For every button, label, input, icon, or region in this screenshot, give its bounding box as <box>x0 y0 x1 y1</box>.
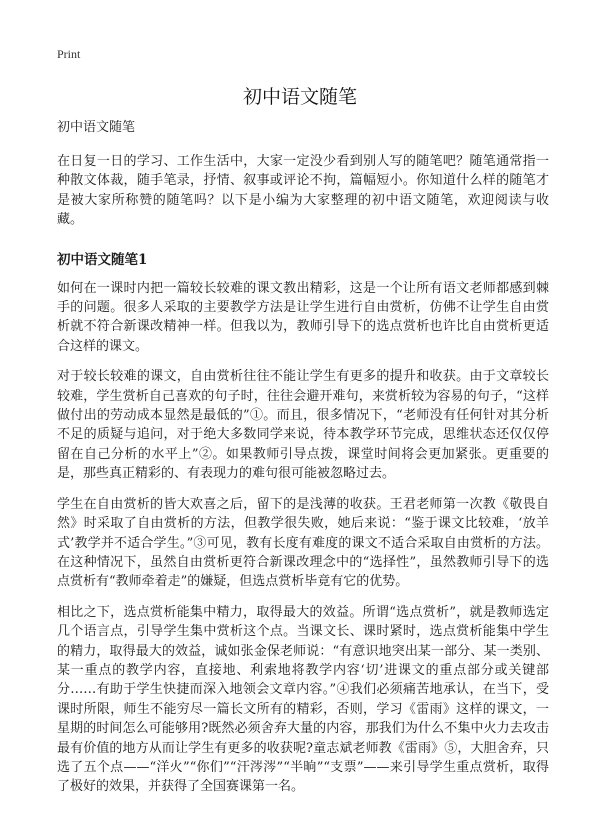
intro-paragraph: 在日复一日的学习、工作生活中，大家一定没少看到别人写的随笔吧？随笔通常指一种散文体裁，随手笔录，抒情、叙事或评论不拘，篇幅短小。你知道什么样的随笔才是被大家所称赞的随笔吗？以下是小编为大家整理的初中语文随笔，欢迎阅读与收藏。 <box>57 154 549 228</box>
paragraph-4: 相比之下，选点赏析能集中精力，取得最大的效益。所谓“选点赏析”，就是教师选定几个语言点，引导学生集中赏析这个点。当课文长、课时紧时，选点赏析能集中学生的精力，取得最大的效益，诚如张金保老师说：“有意识地突出某一部分、某一类别、某一重点的教学内容，直接地、利索地将教学内容‘切’进课文的重点部分或关键部分……有助于学生快捷而深入地领会文章内容。”④我们必须痛苦地承认，在当下，受课时所限，师生不能穷尽一篇长文所有的精彩，否则，学习《雷雨》这样的课文，一星期的时间怎么可能够用?既然必须舍弃大量的内容，那我们为什么不集中火力去攻击最有价值的地方从而让学生有更多的收获呢?童志斌老师教《雷雨》⑤，大胆舍弃，只选了五个点——“洋火”“你们”“汗涔涔”“半晌”“支票”——来引导学生重点赏析，取得了极好的效果，并获得了全国赛课第一名。 <box>57 604 549 795</box>
paragraph-2: 对于较长较难的课文，自由赏析往往不能让学生有更多的提升和收获。由于文章较长较难，学生赏析自己喜欢的句子时，往往会避开难句，来赏析较为容易的句子，“这样做付出的劳动成本显然是最低的”①。而且，很多情况下，“老师没有任何针对其分析不足的质疑与追问，对于绝大多数同学来说，待本教学环节完成，思维状态还仅仅停留在自己分析的水平上”②。如果教师引导点拨，课堂时间将会更加紧张。更重要的是，那些真正精彩的、有表现力的难句很可能被忽略过去。 <box>57 369 549 482</box>
print-link[interactable]: Print <box>57 47 81 61</box>
paragraph-3: 学生在自由赏析的皆大欢喜之后，留下的是浅薄的收获。王君老师第一次教《敬畏自然》时采取了自由赏析的方法，但教学很失败，她后来说：“鉴于课文比较难，‘放羊式’教学并不适合学生。”③可见，教有长度有难度的课文不适合采取自由赏析的方法。在这种情况下，虽然自由赏析更符合新课改理念中的“选择性”，虽然教师引导下的选点赏析有“教师牵着走”的嫌疑，但选点赏析毕竟有它的优势。 <box>57 496 549 590</box>
page-title: 初中语文随笔 <box>242 86 357 108</box>
paragraph-1: 如何在一课时内把一篇较长较难的课文教出精彩，这是一个让所有语文老师都感到棘手的问题。很多人采取的主要教学方法是让学生进行自由赏析，仿佛不让学生自由赏析就不符合新课改精神一样。但我以为，教师引导下的选点赏析也许比自由赏析更适合这样的课文。 <box>57 280 549 354</box>
section-heading: 初中语文随笔1 <box>57 251 148 268</box>
article-subtitle: 初中语文随笔 <box>57 120 136 135</box>
article-body <box>57 118 549 808</box>
